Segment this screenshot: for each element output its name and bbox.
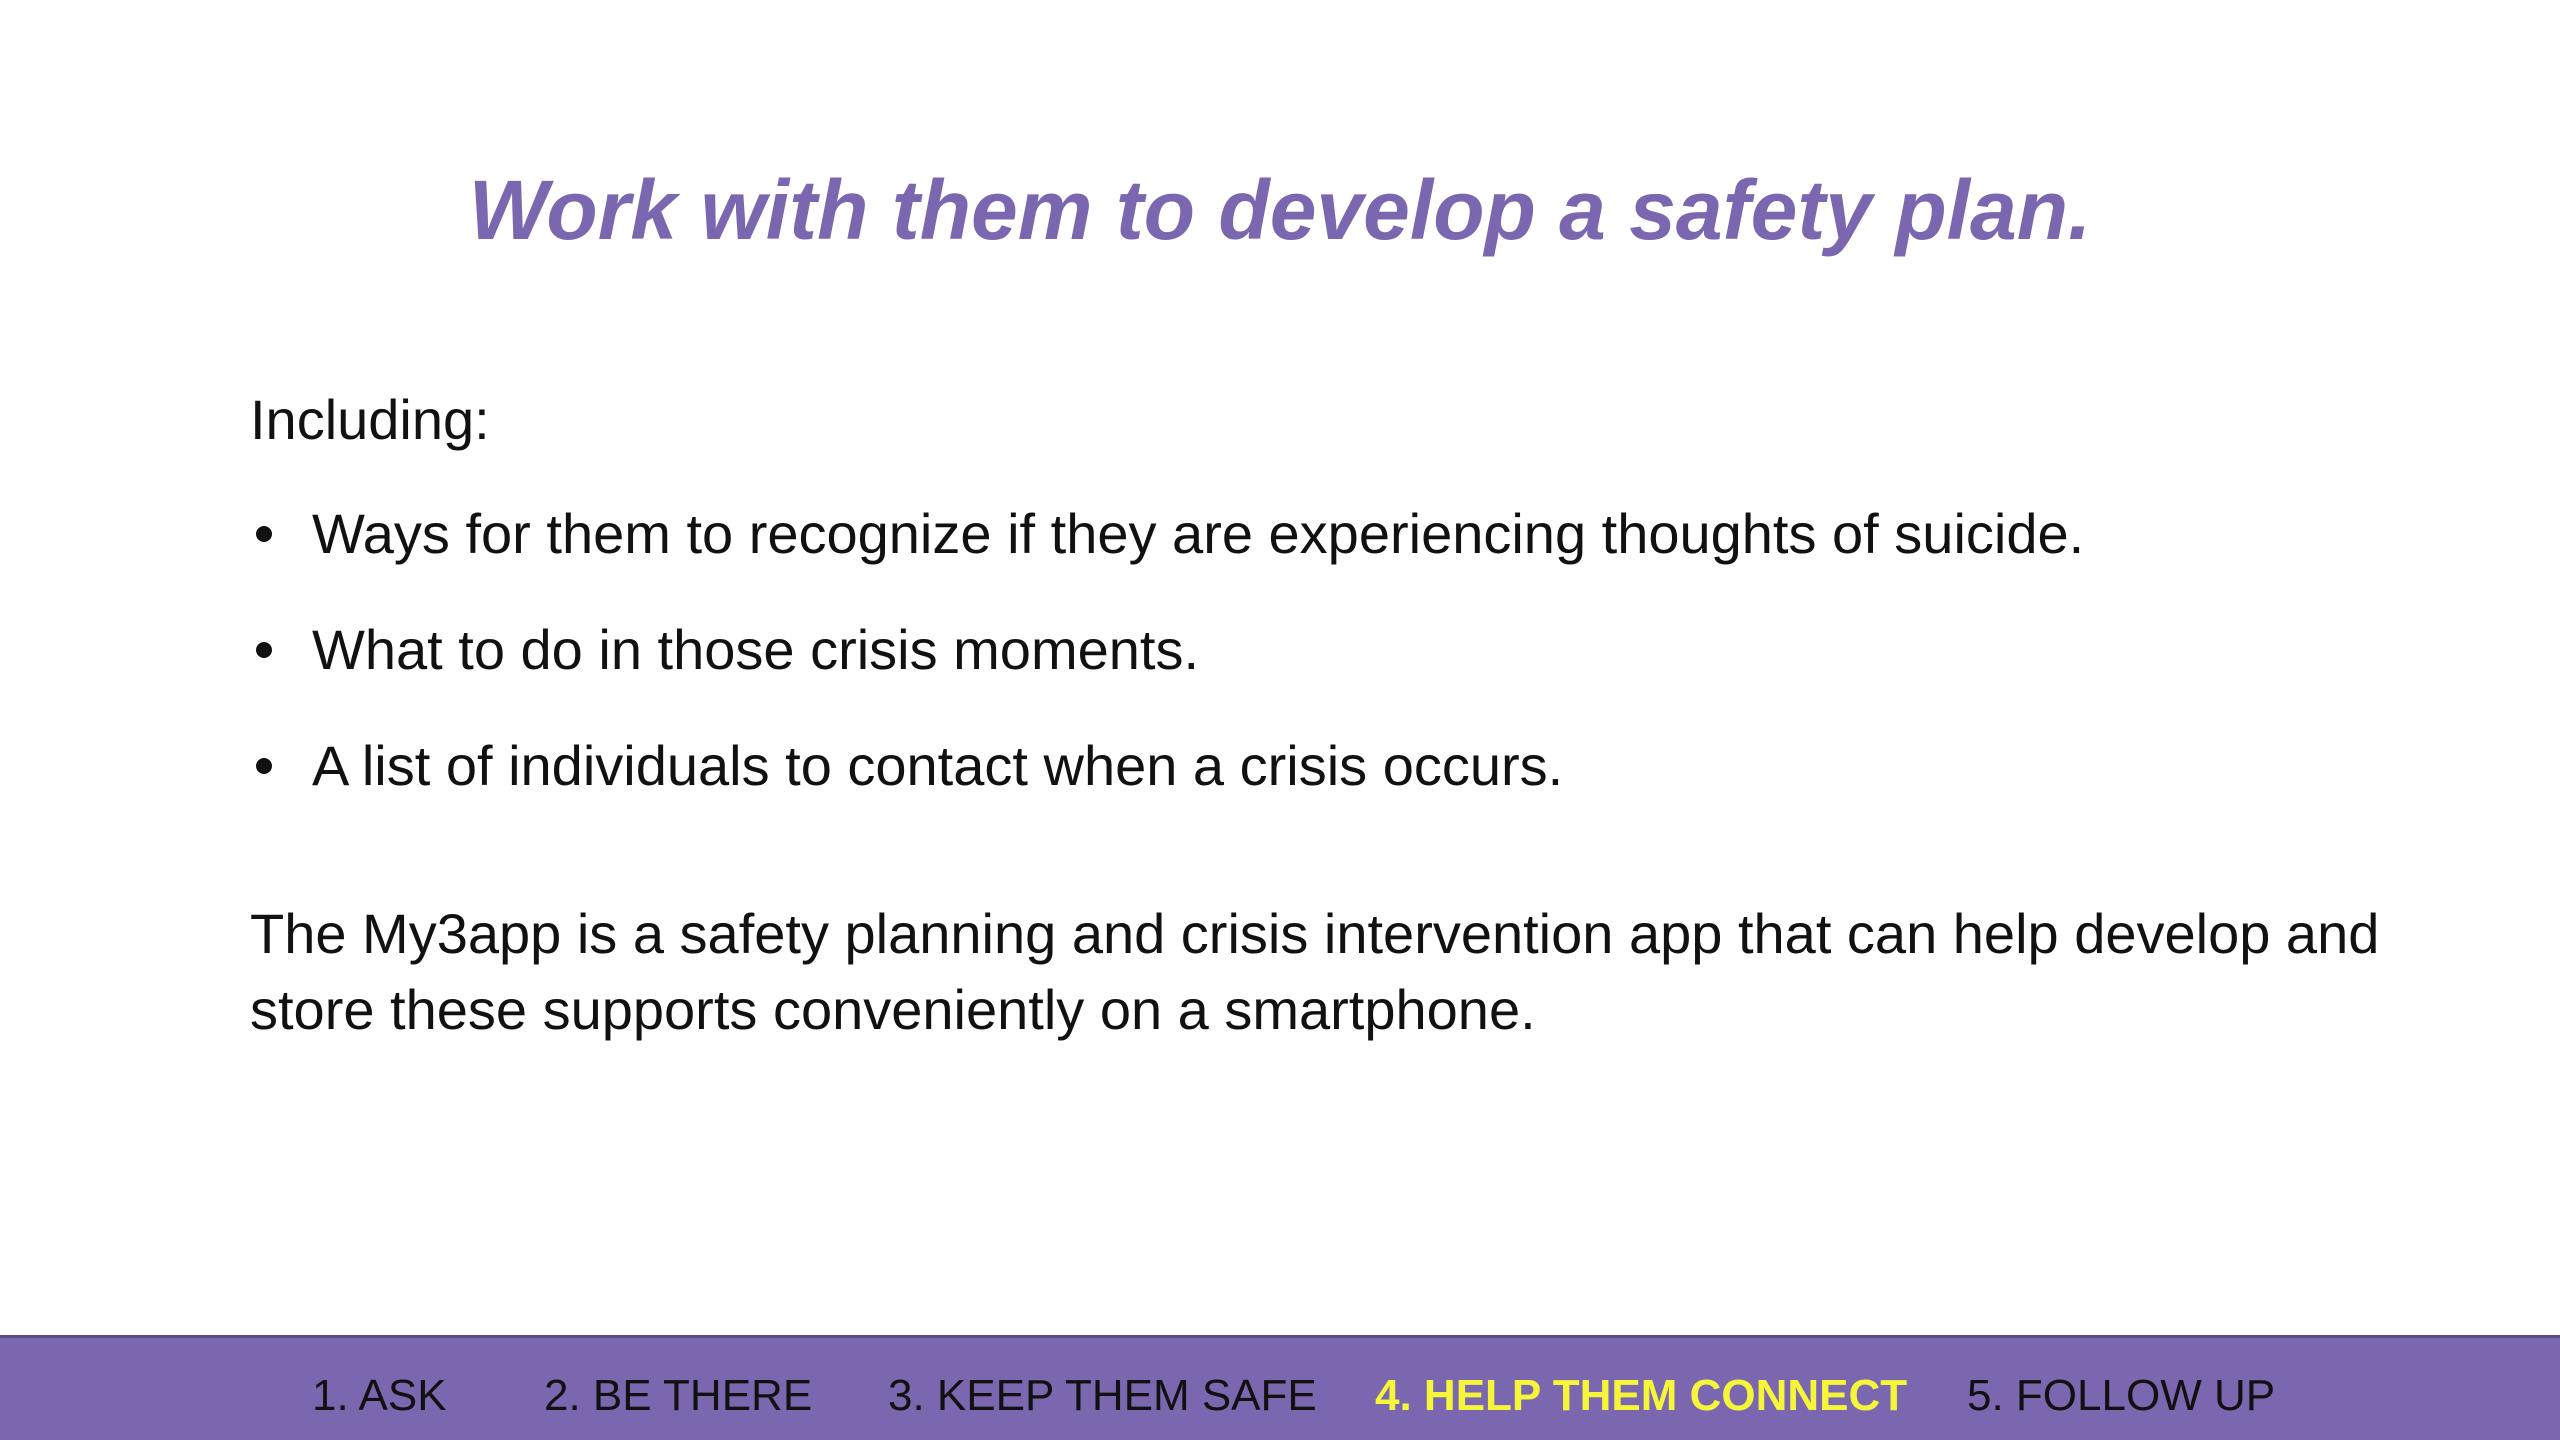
bullet-item: [250, 731, 2430, 801]
bullet-item: [250, 615, 2430, 685]
bullet-text: A list of individuals to contact when a crisis occurs.: [312, 734, 1564, 797]
body-paragraph: The My3app is a safety planning and crisis intervention app that can help develop and store these supports conveniently on a smartphone.: [250, 902, 2380, 1041]
bullet-item: [250, 499, 2430, 569]
bullet-text: Ways for them to recognize if they are experiencing thoughts of suicide.: [312, 502, 2085, 565]
bullet-icon: [256, 758, 272, 774]
bullet-icon: [256, 526, 272, 542]
slide-content: [250, 385, 2430, 1048]
nav-step-be-there[interactable]: 2. BE THERE: [544, 1371, 813, 1420]
nav-step-follow-up[interactable]: 5. FOLLOW UP: [1967, 1371, 2276, 1420]
bullet-icon: [256, 642, 272, 658]
steps-navigation-bar: [0, 1335, 2560, 1440]
slide-title: Work with them to develop a safety plan.: [468, 163, 2092, 257]
bullet-text: What to do in those crisis moments.: [312, 618, 1200, 681]
nav-step-help-them-connect[interactable]: 4. HELP THEM CONNECT: [1375, 1371, 1908, 1420]
intro-text: Including:: [250, 388, 490, 451]
bullet-list: [250, 499, 2430, 801]
nav-step-keep-them-safe[interactable]: 3. KEEP THEM SAFE: [888, 1371, 1317, 1420]
nav-step-ask[interactable]: 1. ASK: [312, 1371, 447, 1420]
